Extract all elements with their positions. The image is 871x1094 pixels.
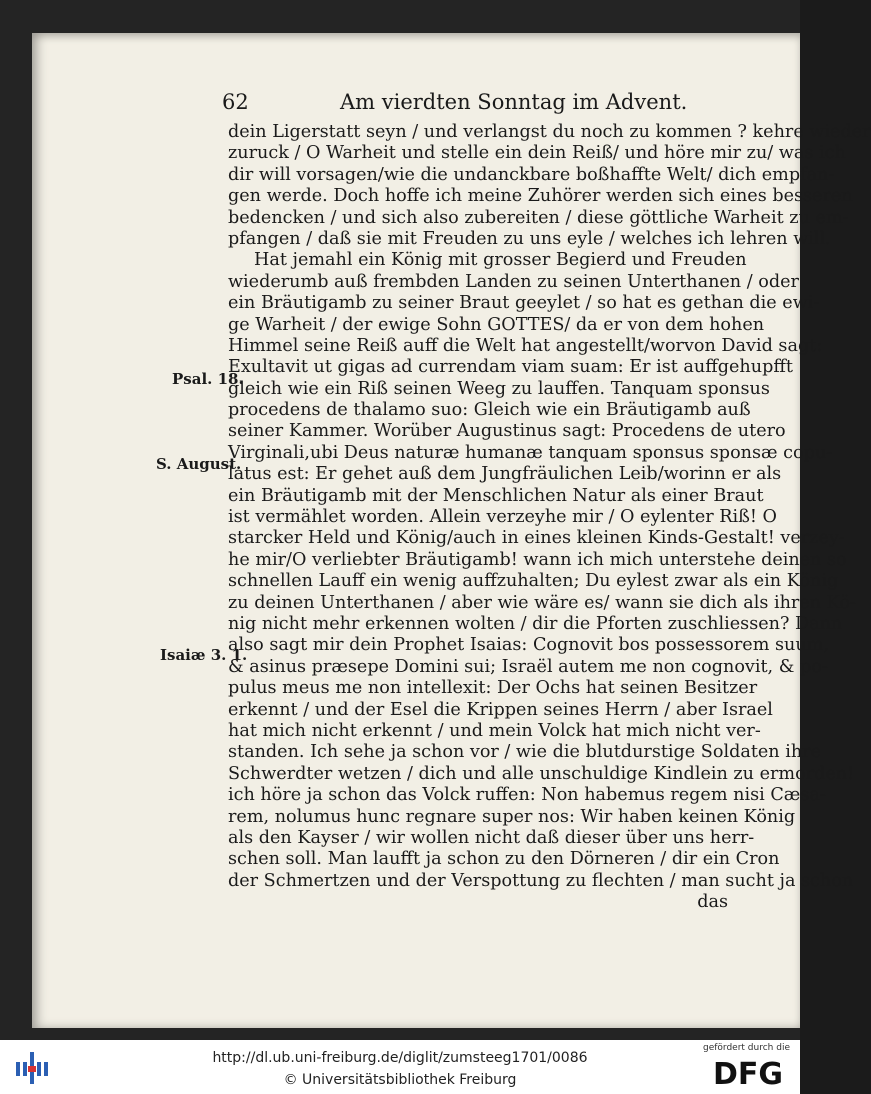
copyright-text: © Universitätsbibliothek Freiburg bbox=[283, 1072, 517, 1088]
text-line: schnellen Lauff ein wenig auffzuhalten; Du eylest zwar als ein König bbox=[228, 571, 839, 592]
text-line: also sagt mir dein Prophet Isaias: Cognovit bos possessorem suum, bbox=[228, 635, 829, 656]
text-line: Schwerdter wetzen / dich und alle unschuldige Kindlein zu ermorden! bbox=[228, 763, 855, 784]
running-head: Am vierdten Sonntag im Advent. bbox=[340, 90, 688, 114]
margin-note-isaiah: Isaiæ 3. 1. bbox=[160, 646, 248, 664]
dfg-logo-text: DFG bbox=[712, 1057, 784, 1092]
text-line: als den Kayser / wir wollen nicht daß dieser über uns herr- bbox=[228, 827, 755, 848]
body-text bbox=[228, 122, 871, 913]
text-line: ich höre ja schon das Volck ruffen: Non habemus regem nisi Cæsa- bbox=[228, 785, 826, 806]
text-line: schen soll. Man laufft ja schon zu den Dörneren / dir ein Cron bbox=[228, 849, 780, 870]
text-line: wiederumb auß frembden Landen zu seinen Unterthanen / oder bbox=[228, 271, 799, 292]
text-line: gleich wie ein Riß seinen Weeg zu lauffen. Tanquam sponsus bbox=[228, 378, 770, 399]
margin-note-psalm: Psal. 18. bbox=[172, 370, 244, 388]
text-line: ein Bräutigamb mit der Menschlichen Natur als einer Braut bbox=[228, 485, 764, 506]
text-line: dir will vorsagen/wie die undanckbare boßhaffte Welt/ dich empfan- bbox=[228, 164, 835, 185]
text-line: & asinus præsepe Domini sui; Israël autem me non cognovit, & po- bbox=[228, 656, 828, 677]
text-line: he mir/O verliebter Bräutigamb! wann ich mich unterstehe deinen so bbox=[228, 549, 847, 570]
page-header bbox=[222, 90, 762, 116]
text-line: standen. Ich sehe ja schon vor / wie die blutdurstige Soldaten ihre bbox=[228, 742, 822, 763]
document-url-link[interactable]: http://dl.ub.uni-freiburg.de/diglit/zumsteeg1701/0086 bbox=[212, 1050, 588, 1066]
funding-caption: gefördert durch die bbox=[703, 1043, 790, 1053]
catchword: das bbox=[697, 892, 728, 913]
page-number: 62 bbox=[222, 90, 249, 114]
text-line: nig nicht mehr erkennen wolten / dir die Pforten zuschliessen? Dann bbox=[228, 613, 843, 634]
text-line: erkennt / und der Esel die Krippen seines Herrn / aber Israel bbox=[228, 699, 773, 720]
text-line: hat mich nicht erkennt / und mein Volck hat mich nicht ver- bbox=[228, 720, 761, 741]
text-line: gen werde. Doch hoffe ich meine Zuhörer werden sich eines besseren bbox=[228, 186, 853, 207]
text-line: Virginali,ubi Deus naturæ humanæ tanquam sponsus sponsæ copu- bbox=[228, 442, 833, 463]
text-line: dein Ligerstatt seyn / und verlangst du noch zu kommen ? kehre wieder bbox=[228, 122, 871, 142]
text-line: latus est: Er gehet auß dem Jungfräulichen Leib/worinn er als bbox=[228, 464, 782, 485]
text-line: Himmel seine Reiß auff die Welt hat angestellt/worvon David sagt: bbox=[228, 335, 823, 356]
text-line: procedens de thalamo suo: Gleich wie ein Bräutigamb auß bbox=[228, 400, 751, 421]
text-line: starcker Held und König/auch in eines kleinen Kinds-Gestalt! verzey- bbox=[228, 528, 845, 549]
text-line: ge Warheit / der ewige Sohn GOTTES/ da er von dem hohen bbox=[228, 314, 765, 335]
text-line: der Schmertzen und der Verspottung zu flechten / man sucht ja schon bbox=[228, 870, 854, 891]
text-line: zuruck / O Warheit und stelle ein dein Reiß/ und höre mir zu/ was ich bbox=[228, 143, 846, 164]
text-line: Exultavit ut gigas ad currendam viam suam: Er ist auffgehupfft bbox=[228, 357, 793, 378]
text-line: zu deinen Unterthanen / aber wie wäre es/ wann sie dich als ihren Kö- bbox=[228, 592, 856, 613]
text-line: bedencken / und sich also zubereiten / diese göttliche Warheit zu em- bbox=[228, 207, 849, 228]
text-line: rem, nolumus hunc regnare super nos: Wir haben keinen König bbox=[228, 806, 796, 827]
text-line: seiner Kammer. Worüber Augustinus sagt: Procedens de utero bbox=[228, 421, 786, 442]
margin-note-augustine: S. August. bbox=[156, 455, 242, 473]
text-line: pulus meus me non intellexit: Der Ochs hat seinen Besitzer bbox=[228, 678, 758, 699]
dfg-logo-icon bbox=[706, 1056, 790, 1092]
text-line: Hat jemahl ein König mit grosser Begierd und Freuden bbox=[254, 250, 747, 271]
text-line: ein Bräutigamb zu seiner Braut geeylet / so hat es gethan die ewi- bbox=[228, 293, 820, 314]
text-line: pfangen / daß sie mit Freuden zu uns eyle / welches ich lehren will. bbox=[228, 228, 831, 249]
viewer-footer bbox=[0, 1040, 800, 1094]
text-line: ist vermählet worden. Allein verzeyhe mir / O eylenter Riß! O bbox=[228, 507, 777, 528]
